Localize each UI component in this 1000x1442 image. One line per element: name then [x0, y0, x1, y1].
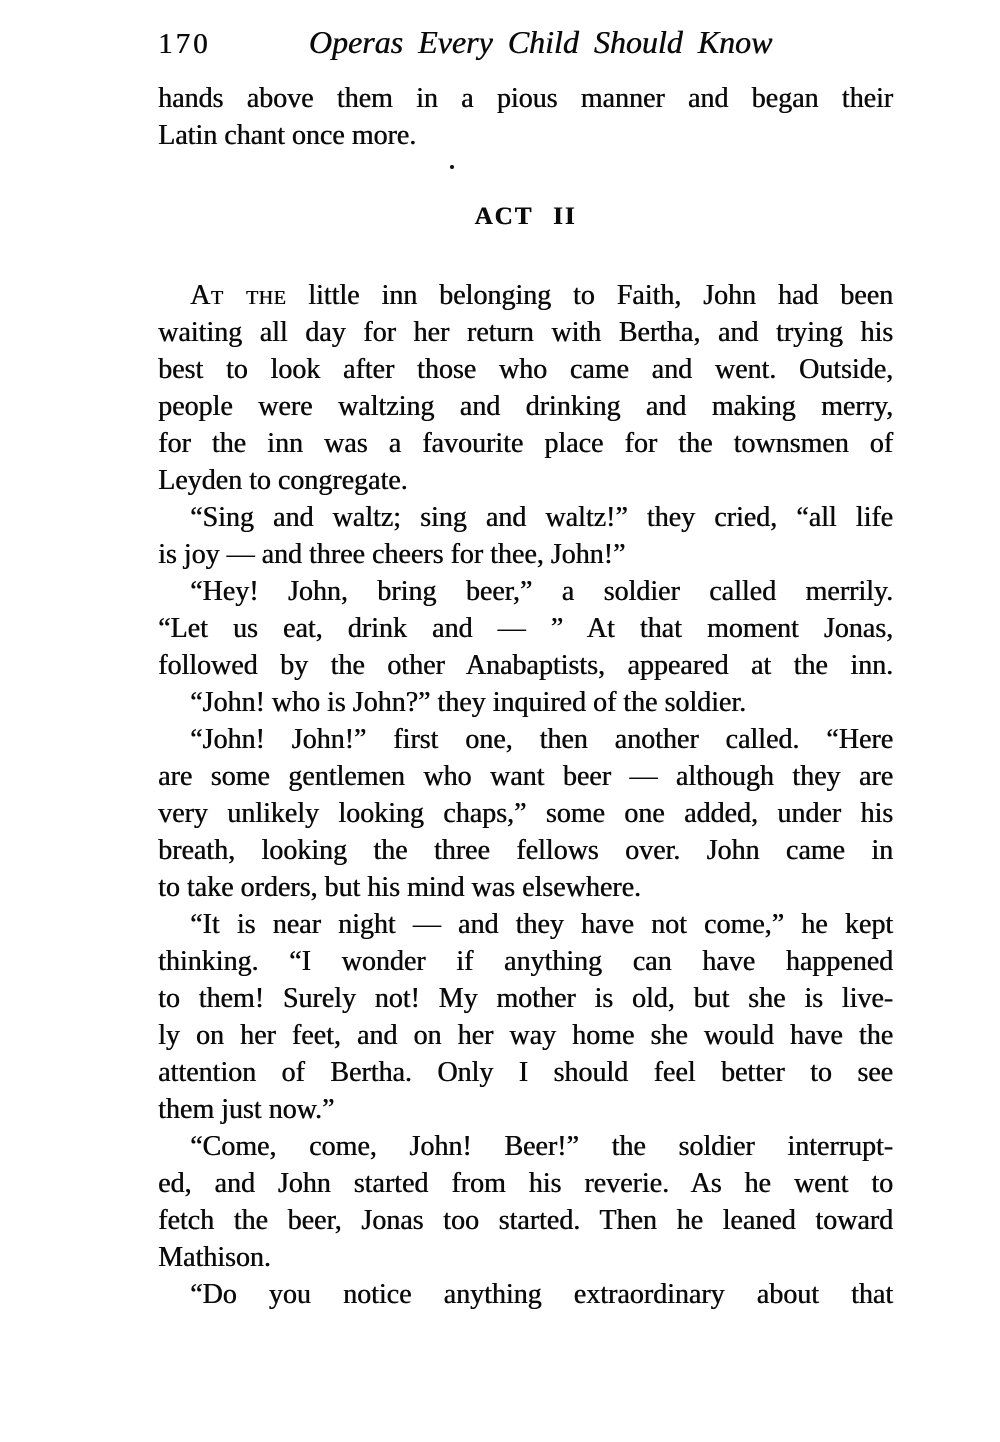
text-line: attention of Bertha. Only I should feel better to see — [158, 1057, 893, 1088]
text-line: them just now.” — [158, 1094, 335, 1125]
text-line: to take orders, but his mind was elsewhere. — [158, 872, 641, 903]
text-line: “It is near night — and they have not come,” he kept — [190, 909, 893, 940]
text-line: ed, and John started from his reverie. As he went to — [158, 1168, 893, 1199]
text-line: to them! Surely not! My mother is old, but she is live- — [158, 983, 893, 1014]
paragraph — [158, 684, 893, 721]
paragraph — [158, 1128, 893, 1276]
paragraph — [158, 277, 893, 499]
smallcaps-lead: At the — [190, 280, 287, 311]
text-line: best to look after those who came and went. Outside, — [158, 354, 893, 385]
text-line-rest: little inn belonging to Faith, John had been — [286, 280, 893, 311]
text-line: waiting all day for her return with Bertha, and trying his — [158, 317, 893, 348]
text-line: Latin chant once more. — [158, 120, 417, 151]
act-heading: ACT II — [474, 203, 577, 230]
text-line: are some gentlemen who want beer — although they are — [158, 761, 893, 792]
text-line: fetch the beer, Jonas too started. Then he leaned toward — [158, 1205, 893, 1236]
text-line: “Do you notice anything extraordinary about that — [190, 1279, 893, 1310]
text-line: people were waltzing and drinking and making merry, — [158, 391, 893, 422]
paragraph — [158, 499, 893, 573]
text-line: very unlikely looking chaps,” some one added, under his — [158, 798, 893, 829]
text-line: “Come, come, John! Beer!” the soldier interrupt- — [190, 1131, 893, 1162]
running-title: Operas Every Child Should Know — [308, 24, 773, 60]
text-line: for the inn was a favourite place for the townsmen of — [158, 428, 893, 459]
page-header — [158, 24, 893, 68]
text-line: thinking. “I wonder if anything can have happened — [158, 946, 893, 977]
text-line: followed by the other Anabaptists, appeared at the inn. — [158, 650, 893, 681]
text-line: ly on her feet, and on her way home she would have the — [158, 1020, 893, 1051]
paragraph — [158, 573, 893, 684]
text-line: Mathison. — [158, 1242, 271, 1273]
text-line: is joy — and three cheers for thee, John!” — [158, 539, 626, 570]
text-line: “Hey! John, bring beer,” a soldier called merrily. — [190, 576, 893, 607]
text-line: hands above them in a pious manner and began their — [158, 83, 893, 114]
paragraph — [158, 1276, 893, 1313]
text-line: “Let us eat, drink and — ” At that moment Jonas, — [158, 613, 893, 644]
text-line: “Sing and waltz; sing and waltz!” they cried, “all life — [190, 502, 893, 533]
text-line: breath, looking the three fellows over. John came in — [158, 835, 893, 866]
text-column — [158, 80, 893, 1313]
text-line: “John! who is John?” they inquired of the soldier. — [190, 687, 747, 718]
text-line — [158, 277, 893, 314]
paragraph-continued — [158, 80, 893, 154]
paragraph — [158, 906, 893, 1128]
text-line: Leyden to congregate. — [158, 465, 408, 496]
paragraph — [158, 721, 893, 906]
page-number: 170 — [158, 28, 211, 60]
text-line: “John! John!” first one, then another called. “Here — [190, 724, 893, 755]
